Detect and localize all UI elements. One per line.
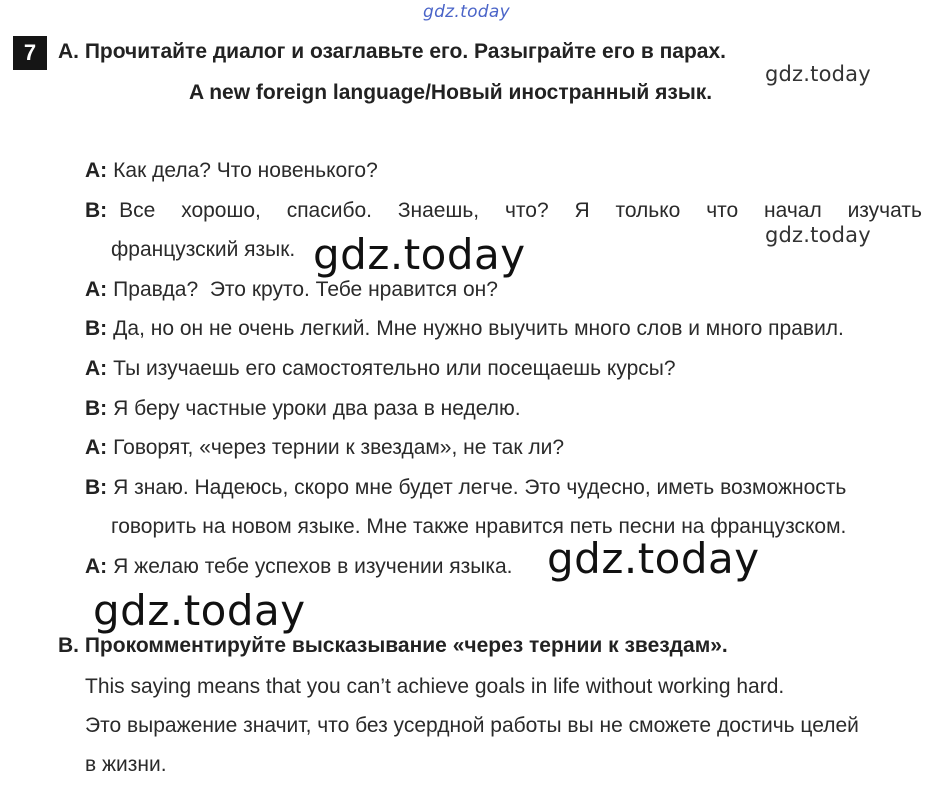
dialogue-text: Да, но он не очень легкий. Мне нужно выучить много слов и много правил. bbox=[113, 317, 844, 340]
answer-russian-line-1: Это выражение значит, что без усердной работы вы не сможете достичь целей bbox=[85, 714, 859, 737]
dialogue-text: Правда? Это круто. Тебе нравится он? bbox=[113, 278, 498, 301]
speaker-label: B: bbox=[85, 317, 108, 340]
exercise-number-badge: 7 bbox=[13, 36, 47, 70]
dialogue-title: A new foreign language/Новый иностранный язык. bbox=[189, 81, 713, 104]
word: Знаешь, bbox=[397, 199, 480, 222]
watermark-large-1: gdz.today bbox=[313, 230, 526, 279]
dialogue-line-1 bbox=[85, 159, 378, 183]
speaker-label: B: bbox=[85, 199, 108, 222]
dialogue-text bbox=[119, 199, 922, 223]
dialogue-line-6 bbox=[85, 397, 521, 421]
speaker-label: B: bbox=[85, 476, 108, 499]
word: Я bbox=[574, 199, 590, 222]
dialogue-text: Я знаю. Надеюсь, скоро мне будет легче. Это чудесно, иметь возможность bbox=[113, 476, 847, 499]
speaker-label: A: bbox=[85, 357, 108, 380]
dialogue-text: Я желаю тебе успехов в изучении языка. bbox=[113, 555, 513, 578]
speaker-label: A: bbox=[85, 436, 108, 459]
dialogue-text: Говорят, «через тернии к звездам», не так ли? bbox=[113, 436, 565, 459]
watermark-large-2: gdz.today bbox=[547, 534, 760, 583]
watermark-top: gdz.today bbox=[423, 2, 510, 22]
word: изучать bbox=[847, 199, 922, 222]
word: начал bbox=[764, 199, 822, 222]
watermark-right-1: gdz.today bbox=[765, 62, 871, 86]
speaker-label: B: bbox=[85, 397, 108, 420]
dialogue-line-4 bbox=[85, 317, 844, 341]
part-a-instruction: A. Прочитайте диалог и озаглавьте его. Разыграйте его в парах. bbox=[58, 40, 726, 63]
speaker-label: A: bbox=[85, 159, 108, 182]
dialogue-line-2 bbox=[85, 199, 922, 223]
speaker-label: A: bbox=[85, 555, 108, 578]
dialogue-line-2-cont: французский язык. bbox=[111, 238, 296, 261]
dialogue-text: Как дела? Что новенького? bbox=[113, 159, 378, 182]
word: Все bbox=[119, 199, 156, 222]
answer-english: This saying means that you can’t achieve goals in life without working hard. bbox=[85, 675, 785, 698]
word: хорошо, bbox=[181, 199, 261, 222]
dialogue-line-7 bbox=[85, 436, 564, 460]
dialogue-text: Я беру частные уроки два раза в неделю. bbox=[113, 397, 521, 420]
part-b-instruction: B. Прокомментируйте высказывание «через тернии к звездам». bbox=[58, 634, 728, 657]
watermark-right-2: gdz.today bbox=[765, 223, 871, 247]
dialogue-line-8 bbox=[85, 476, 846, 500]
dialogue-line-8-cont: говорить на новом языке. Мне также нравится петь песни на французском. bbox=[111, 515, 847, 538]
word: что bbox=[706, 199, 739, 222]
word: спасибо. bbox=[286, 199, 373, 222]
watermark-large-3: gdz.today bbox=[93, 586, 306, 635]
answer-russian-line-2: в жизни. bbox=[85, 753, 167, 776]
dialogue-line-3 bbox=[85, 278, 498, 302]
dialogue-line-5 bbox=[85, 357, 676, 381]
dialogue-line-9 bbox=[85, 555, 513, 579]
word: только bbox=[615, 199, 681, 222]
dialogue-text: Ты изучаешь его самостоятельно или посещаешь курсы? bbox=[113, 357, 676, 380]
word: что? bbox=[504, 199, 549, 222]
speaker-label: A: bbox=[85, 278, 108, 301]
